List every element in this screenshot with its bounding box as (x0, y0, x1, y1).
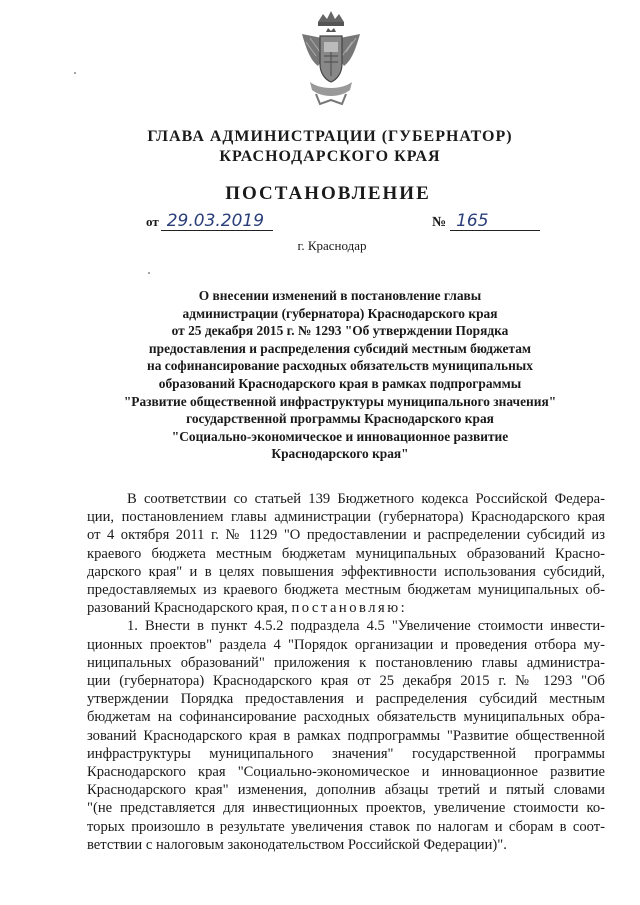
body-line: инфраструктуры муниципального значения" государственной программы (87, 745, 605, 762)
subject-line: О внесении изменений в постановление главы (198, 288, 482, 303)
subject-line: государственной программы Краснодарского края (186, 411, 494, 427)
coat-of-arms-emblem (296, 8, 366, 108)
date-label: от (146, 214, 159, 229)
body-line: В соответствии со статьей 139 Бюджетного кодекса Российской Федера- (127, 491, 605, 507)
subject-line: Краснодарского края" (271, 446, 409, 462)
document-subject (100, 287, 580, 463)
body-line: дарского края" и в целях повышения эффективности использования субсидий, (87, 563, 605, 580)
body-line: бюджетам на софинансирование расходных обязательств муниципальных обра- (87, 709, 605, 726)
issuer-title-line1: ГЛАВА АДМИНИСТРАЦИИ (ГУБЕРНАТОР) (147, 128, 513, 145)
subject-line: "Социально-экономическое и инновационное развитие (171, 428, 509, 444)
body-line: ции, постановлением главы администрации (губернатора) Краснодарского края (87, 509, 605, 526)
body-line: "(не представляется для инвестиционных проектов, увеличение стоимости ко- (87, 800, 605, 817)
number-field (432, 212, 540, 231)
body-line: 1. Внести в пункт 4.5.2 подраздела 4.5 "Увеличение стоимости инвести- (127, 618, 605, 635)
number-label: № (432, 215, 447, 230)
body-line: краевого бюджета местным бюджетам муниципальных образований Красно- (87, 545, 605, 562)
scan-speck (148, 272, 150, 274)
body-line: ветствии с налоговым законодательством Российской Федерации)". (87, 836, 507, 853)
body-line-text: разований Краснодарского края, (87, 600, 288, 617)
body-line: Краснодарского края "Социально-экономическое и инновационное развитие (87, 764, 605, 781)
body-line: ниципальных образований" приложения к постановлению главы администра- (87, 654, 605, 671)
subject-line: администрации (губернатора) Краснодарского края (182, 305, 498, 321)
body-line: Краснодарского края" изменения, дополнив абзацы третий и пятый словами (87, 782, 605, 799)
subject-line: "Развитие общественной инфраструктуры муниципального значения" (123, 393, 557, 409)
body-line: от 4 октября 2011 г. № 1129 "О предоставлении и распределении субсидий из (87, 527, 605, 544)
subject-line: на софинансирование расходных обязательств муниципальных (147, 358, 533, 374)
body-line (87, 599, 605, 617)
number-value: 165 (450, 212, 540, 231)
scan-speck (74, 72, 76, 74)
subject-line: от 25 декабря 2015 г. № 1293 "Об утверждении Порядка (171, 323, 509, 339)
body-line: ционных проектов" раздела 4 "Порядок организации и проведения отбора му- (87, 636, 605, 653)
subject-line: предоставления и распределения субсидий местным бюджетам (148, 340, 532, 356)
subject-line: образований Краснодарского края в рамках подпрограммы (158, 375, 522, 391)
body-line: торых произошло в результате увеличения ставок по налогам и сборам в соот- (87, 818, 605, 835)
document-body (87, 490, 605, 854)
body-line: утверждении Порядка предоставления и распределения субсидий местным (87, 691, 605, 708)
date-value: 29.03.2019 (161, 212, 273, 231)
body-line: зований Краснодарского края в рамках подпрограммы "Развитие общественной (87, 727, 605, 744)
city-line: г. Краснодар (297, 238, 367, 253)
document-type-title: ПОСТАНОВЛЕНИЕ (225, 183, 431, 204)
body-line: ции (губернатора) Краснодарского края от 25 декабря 2015 г. № 1293 "Об (87, 673, 605, 690)
resolution-keyword: постановляю: (291, 600, 408, 617)
issuer-title-line2: КРАСНОДАРСКОГО КРАЯ (219, 148, 441, 165)
body-line: предоставляемых из краевого бюджета местным бюджетам муниципальных об- (87, 582, 605, 599)
date-field (146, 212, 273, 231)
